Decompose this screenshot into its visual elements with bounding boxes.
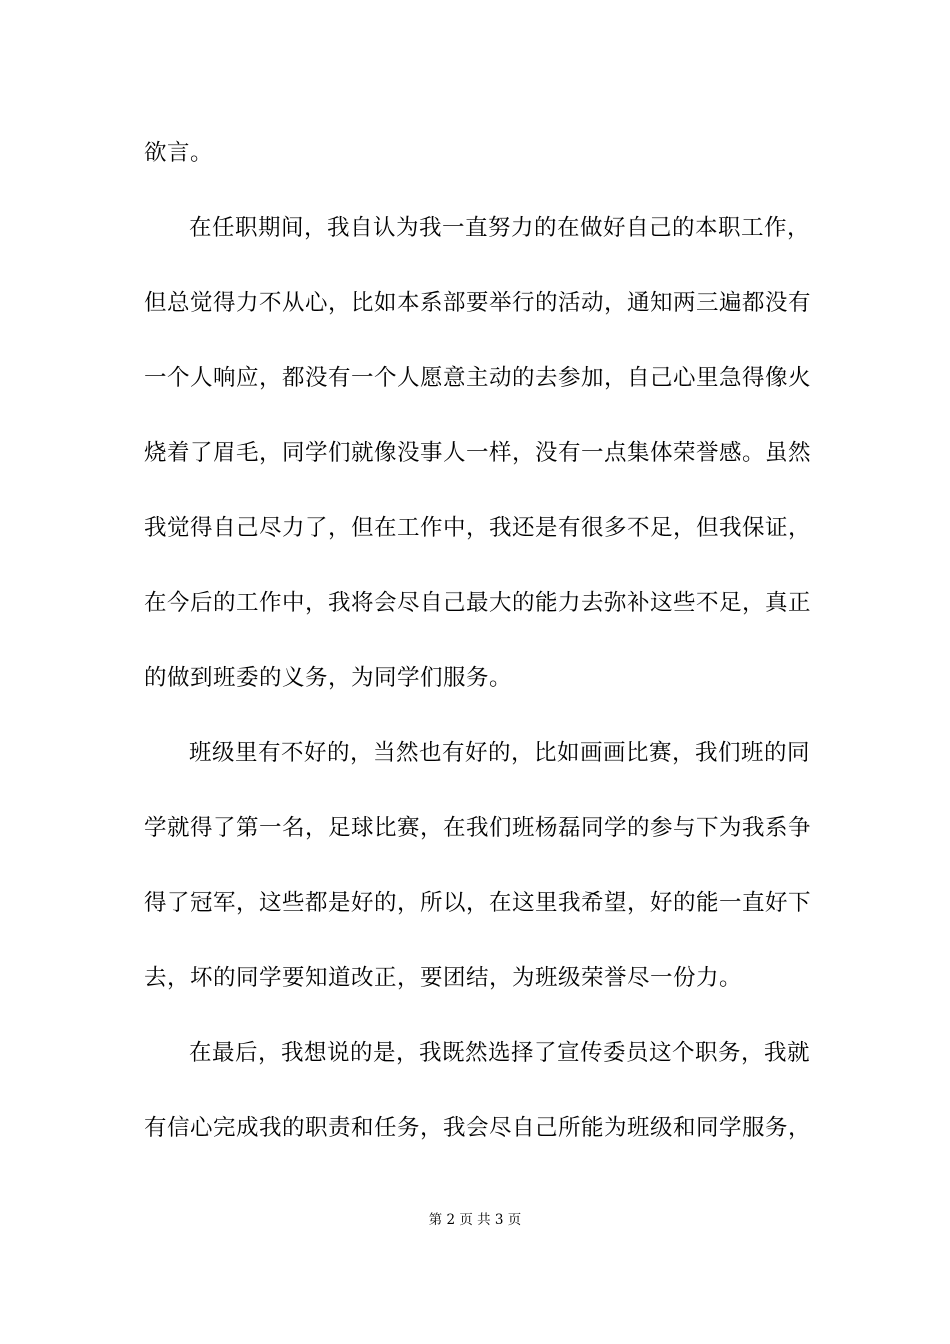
text-line: 我觉得自己尽力了，但在工作中，我还是有很多不足，但我保证， — [144, 515, 812, 541]
text-line: 在今后的工作中，我将会尽自己最大的能力去弥补这些不足，真正 — [144, 590, 812, 616]
text-line: 一个人响应，都没有一个人愿意主动的去参加，自己心里急得像火 — [144, 365, 812, 391]
page-number-label: 第 2 页 共 3 页 — [428, 1212, 522, 1228]
text-line: 得了冠军，这些都是好的，所以，在这里我希望，好的能一直好下 — [144, 890, 812, 916]
text-line: 烧着了眉毛，同学们就像没事人一样，没有一点集体荣誉感。虽然 — [144, 440, 812, 466]
text-line: 的做到班委的义务，为同学们服务。 — [144, 665, 513, 691]
text-line: 在最后，我想说的是，我既然选择了宣传委员这个职务，我就 — [189, 1040, 811, 1066]
text-line: 但总觉得力不从心，比如本系部要举行的活动，通知两三遍都没有 — [144, 290, 812, 316]
text-line: 班级里有不好的，当然也有好的，比如画画比赛，我们班的同 — [189, 740, 811, 766]
page-footer — [0, 1211, 950, 1229]
text-line: 欲言。 — [144, 140, 214, 166]
text-line: 在任职期间，我自认为我一直努力的在做好自己的本职工作， — [189, 215, 811, 241]
text-line: 有信心完成我的职责和任务，我会尽自己所能为班级和同学服务， — [144, 1115, 812, 1141]
text-line: 去，坏的同学要知道改正，要团结，为班级荣誉尽一份力。 — [144, 965, 743, 991]
text-line: 学就得了第一名，足球比赛，在我们班杨磊同学的参与下为我系争 — [144, 815, 812, 841]
